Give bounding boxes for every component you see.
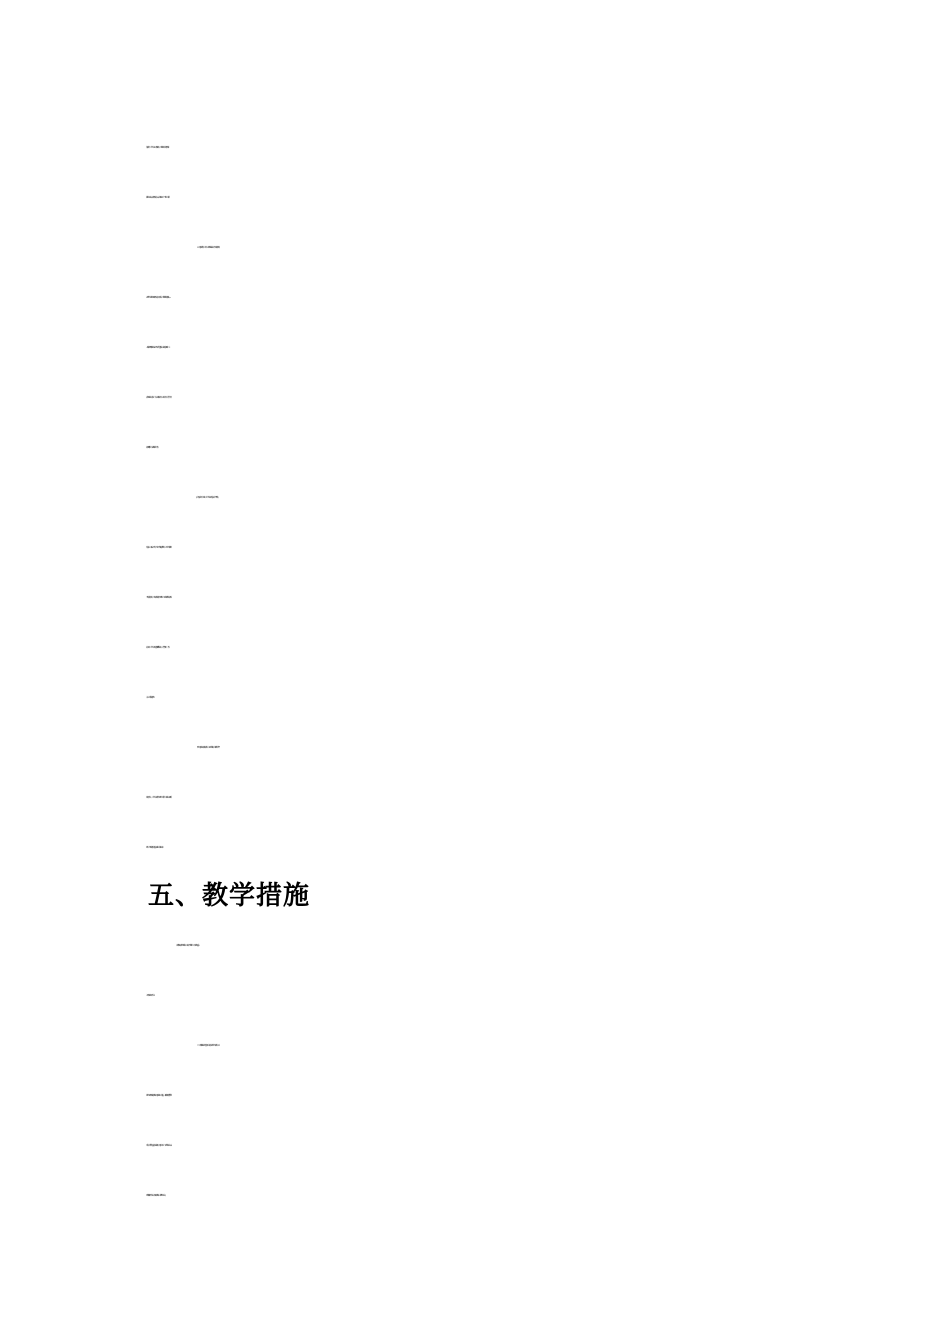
- paragraph-line-7: 的同时,理应自觉地保护自然。: [146, 447, 159, 449]
- paragraph-line-10: 了鲜活的材料，也为活动拓展了感性、生动和富有人情味: [146, 597, 172, 599]
- paragraph-line-5: —-各种动植物,它们是人类生存的基础、进展的源泉。生: [146, 347, 170, 349]
- paragraph-line-19: 择学生感兴趣的问题，通过调查、测量、文献资料搜集等: [146, 1095, 172, 1097]
- section-heading: 五、教学措施: [148, 881, 311, 911]
- paragraph-line-21: 对课题展开讨论，解决问题，并撰写小论文。: [146, 1195, 167, 1197]
- paragraph-line-9: 社会是一本取之不尽，用之不竭的活教材，它为学习提供: [146, 547, 172, 549]
- paragraph-line-13: （四）通过参加各种活动，在动手动脑，探究科学奥: [196, 747, 220, 749]
- paragraph-line-14: 妙的平台上，让学生在观察与思考、创新与实践中去感受: [146, 797, 172, 799]
- paragraph-line-3: （二）通过观察，访问，认识地球是人类共同的家园。: [196, 247, 221, 249]
- paragraph-line-6: 活在地球上的每一个人在接触自然、认识自然、欣赏自然: [146, 397, 172, 399]
- paragraph-line-1: 良品行。让学生在”心灵驿站”中，正确认识自我,了解并: [146, 147, 169, 149]
- paragraph-line-4: 这里有与我们息息相生的山川河流，也有我们的朋友—-: [146, 297, 170, 299]
- paragraph-line-2: 掌握与他人友好相处的方法，做到公正、互助、诚信.: [146, 197, 169, 199]
- paragraph-line-15: 创作、劳动的艰辛,体会乐趣、收获成功.: [146, 847, 163, 849]
- paragraph-line-17: 主要采纳如下形式:: [146, 995, 154, 997]
- paragraph-line-8: (三）通过访问，调查，让学生认识社会这个大舞台。: [196, 497, 219, 499]
- paragraph-line-11: 的空间。让学生在“社会频道"版块中，培育团结、合作、: [146, 647, 170, 649]
- paragraph-line-18: （一）以课题讨论为基本形式的讨论性学习活动。选: [196, 1045, 220, 1047]
- paragraph-line-16: 本课程以活动为载体、以综合为特征、以实践为重点.: [176, 945, 199, 947]
- paragraph-line-12: 交往、创新的能力.: [146, 697, 154, 699]
- paragraph-line-20: 手段，收集大量的讨论资料，通过实验、实证等讨论方法: [146, 1145, 172, 1147]
